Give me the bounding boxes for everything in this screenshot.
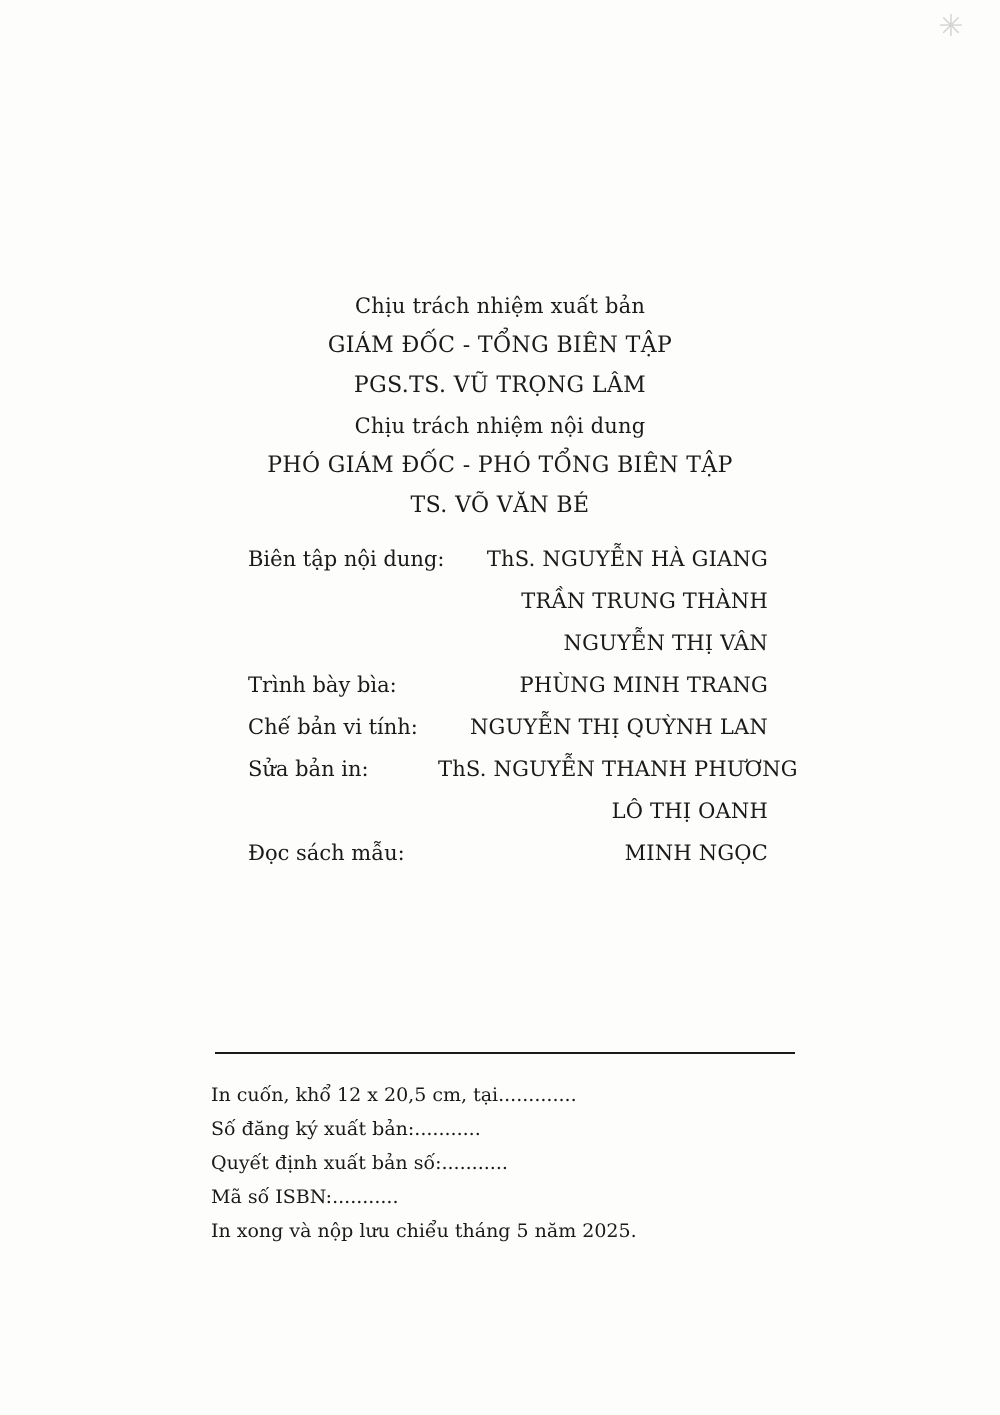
credit-row bbox=[248, 841, 768, 883]
imprint-line: Chịu trách nhiệm nội dung bbox=[354, 414, 646, 438]
colophon-line: Số đăng ký xuất bản:........... bbox=[211, 1118, 481, 1140]
colophon-line: Mã số ISBN:........... bbox=[211, 1186, 399, 1208]
credit-label: Trình bày bìa: bbox=[248, 673, 397, 697]
credit-row bbox=[248, 715, 768, 757]
imprint-line: TS. VÕ VĂN BÉ bbox=[410, 493, 590, 518]
colophon-block bbox=[211, 1078, 831, 1248]
imprint-block bbox=[0, 286, 1000, 526]
imprint-line: PGS.TS. VŨ TRỌNG LÂM bbox=[353, 373, 647, 398]
imprint-line: PHÓ GIÁM ĐỐC - PHÓ TỔNG BIÊN TẬP bbox=[267, 453, 733, 478]
credit-value: MINH NGỌC bbox=[624, 841, 768, 865]
credit-value: ThS. NGUYỄN HÀ GIANG bbox=[486, 547, 768, 571]
credit-row bbox=[248, 631, 768, 673]
credit-row bbox=[248, 757, 798, 799]
credit-label: Đọc sách mẫu: bbox=[248, 841, 405, 865]
credit-value: TRẦN TRUNG THÀNH bbox=[521, 589, 768, 613]
credits-block bbox=[248, 547, 798, 883]
credit-value: LÔ THỊ OANH bbox=[611, 799, 768, 823]
credit-row bbox=[248, 589, 768, 631]
credit-row bbox=[248, 547, 768, 589]
asterisk-icon: ✳ bbox=[938, 9, 964, 44]
credit-row bbox=[248, 799, 768, 841]
credit-row bbox=[248, 673, 768, 715]
imprint-line: Chịu trách nhiệm xuất bản bbox=[354, 294, 646, 318]
credit-value: NGUYỄN THỊ VÂN bbox=[563, 631, 768, 655]
credit-label: Chế bản vi tính: bbox=[248, 715, 418, 739]
colophon-line: In xong và nộp lưu chiểu tháng 5 năm 2025. bbox=[211, 1220, 637, 1242]
credit-label: Biên tập nội dung: bbox=[248, 547, 445, 571]
colophon-line: Quyết định xuất bản số:........... bbox=[211, 1152, 508, 1174]
imprint-line: GIÁM ĐỐC - TỔNG BIÊN TẬP bbox=[327, 333, 673, 358]
credit-label: Sửa bản in: bbox=[248, 757, 369, 781]
divider bbox=[215, 1052, 795, 1054]
credit-value: ThS. NGUYỄN THANH PHƯƠNG bbox=[438, 757, 798, 781]
colophon-line: In cuốn, khổ 12 x 20,5 cm, tại............. bbox=[211, 1084, 577, 1106]
credit-value: PHÙNG MINH TRANG bbox=[519, 673, 768, 697]
credit-value: NGUYỄN THỊ QUỲNH LAN bbox=[469, 715, 768, 739]
